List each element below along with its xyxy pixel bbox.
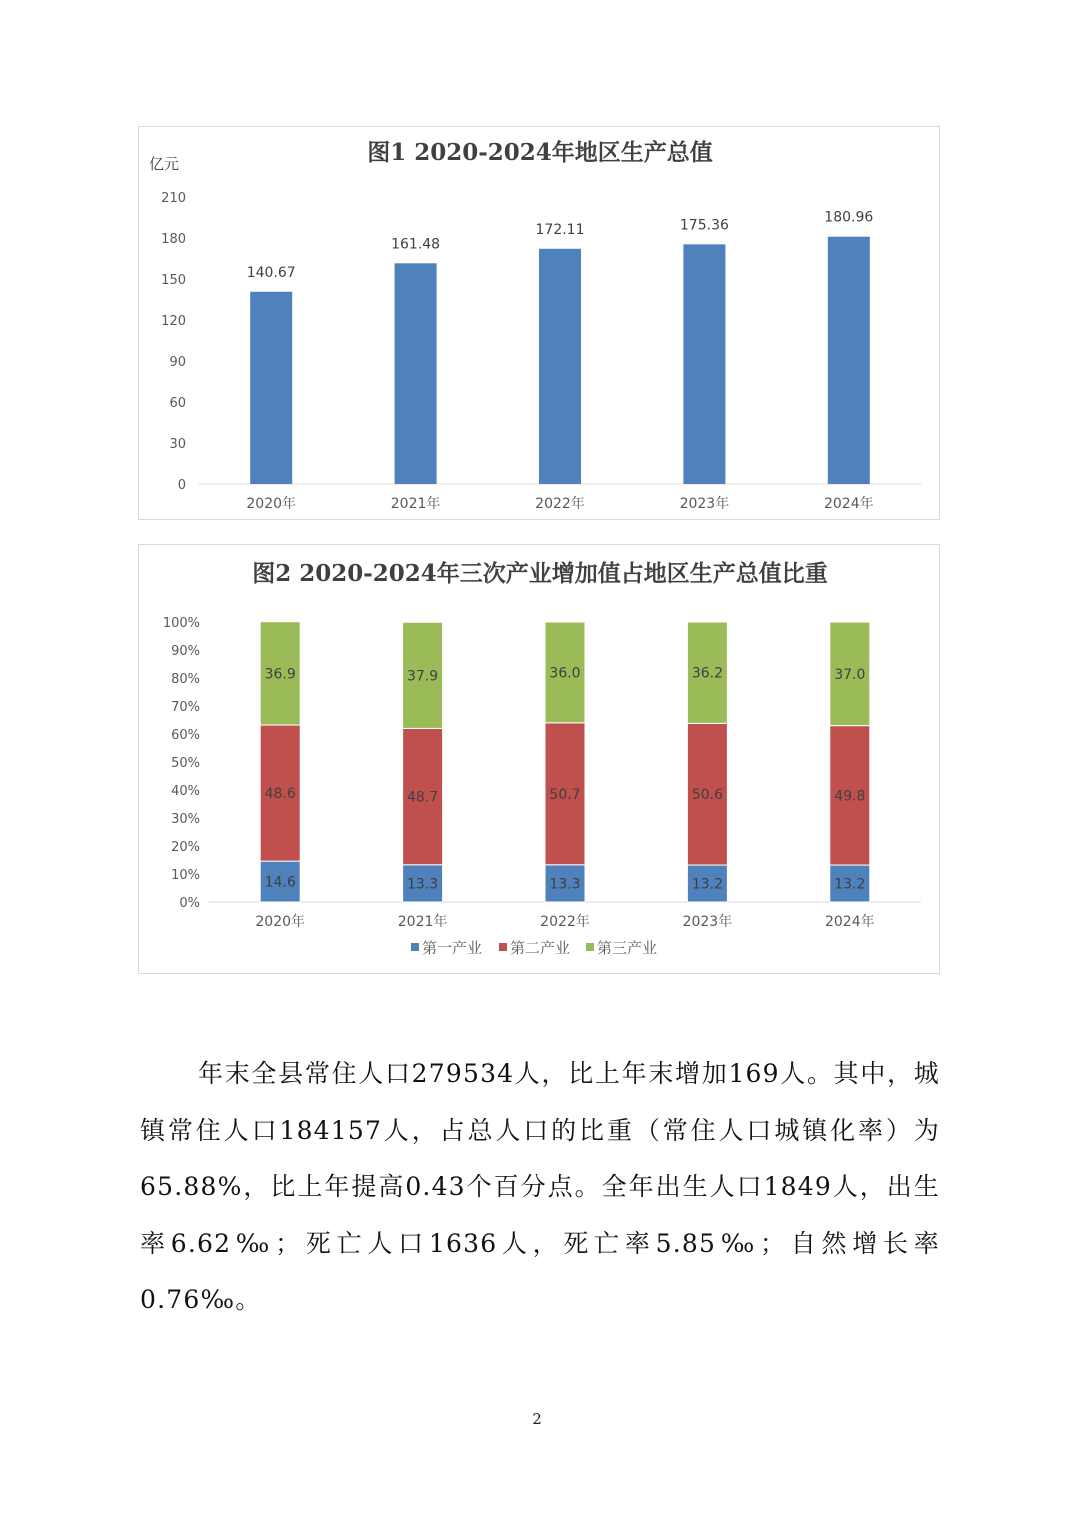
y-tick-label: 150 — [161, 273, 186, 288]
segment-data-label: 37.9 — [407, 668, 439, 685]
legend-swatch — [411, 943, 419, 951]
gdp-data-label: 161.48 — [391, 236, 441, 253]
y-tick-label: 120 — [161, 314, 186, 329]
y-tick-label: 210 — [161, 191, 186, 206]
gdp-data-label: 172.11 — [535, 221, 585, 238]
gdp-chart — [138, 126, 940, 520]
gdp-bar — [250, 292, 292, 484]
y-tick-label: 60% — [171, 728, 200, 743]
x-tick-label: 2022年 — [535, 496, 585, 512]
y-tick-label: 70% — [171, 700, 200, 715]
x-tick-label: 2020年 — [246, 496, 297, 512]
industry-share-chart — [138, 544, 940, 974]
y-tick-label: 50% — [171, 756, 200, 771]
segment-data-label: 36.2 — [691, 665, 723, 682]
y-tick-label: 40% — [171, 784, 200, 799]
industry-share-chart-svg — [139, 545, 941, 975]
y-tick-label: 60 — [169, 396, 186, 411]
segment-data-label: 13.3 — [407, 876, 439, 893]
gdp-data-label: 175.36 — [679, 217, 729, 234]
y-tick-label: 180 — [161, 232, 186, 247]
x-tick-label: 2024年 — [824, 914, 875, 930]
gdp-chart-svg — [139, 127, 941, 521]
y-tick-label: 80% — [171, 672, 200, 687]
y-tick-label: 0 — [177, 478, 186, 493]
x-tick-label: 2023年 — [682, 914, 733, 930]
segment-data-label: 50.6 — [691, 787, 723, 804]
legend-label: 第三产业 — [597, 939, 658, 957]
x-tick-label: 2021年 — [397, 914, 448, 930]
gdp-bar — [683, 244, 725, 484]
gdp-bar — [539, 249, 581, 484]
chart-title: 图1 2020-2024年地区生产总值 — [367, 139, 713, 166]
chart-title: 图2 2020-2024年三次产业增加值占地区生产总值比重 — [252, 560, 828, 587]
segment-data-label: 13.2 — [691, 876, 723, 893]
legend-label: 第二产业 — [510, 939, 571, 957]
legend-swatch — [586, 943, 594, 951]
segment-data-label: 48.6 — [264, 786, 296, 803]
y-tick-label: 30 — [169, 437, 186, 452]
legend-swatch — [499, 943, 507, 951]
gdp-data-label: 140.67 — [246, 264, 296, 281]
segment-data-label: 49.8 — [834, 788, 866, 805]
y-tick-label: 90% — [171, 644, 200, 659]
y-tick-label: 30% — [171, 812, 200, 827]
gdp-bar — [395, 263, 437, 484]
segment-data-label: 13.3 — [549, 876, 581, 893]
y-tick-label: 0% — [179, 896, 200, 911]
segment-data-label: 50.7 — [549, 786, 581, 803]
segment-data-label: 36.9 — [264, 666, 296, 683]
x-tick-label: 2021年 — [390, 496, 441, 512]
x-tick-label: 2024年 — [823, 496, 874, 512]
gdp-bar — [828, 237, 870, 484]
y-axis-unit-label: 亿元 — [149, 155, 180, 173]
population-paragraph: 年末全县常住人口279534人，比上年末增加169人。其中，城镇常住人口184157人，占总人口的比重（常住人口城镇化率）为65.88%，比上年提高0.43个百分点。全年出生人口1849人，出生率6.62‰；死亡人口1636人，死亡率5.85‰；自然增长率0.76‰。 — [140, 1059, 940, 1314]
y-tick-label: 100% — [162, 616, 200, 631]
segment-data-label: 37.0 — [834, 666, 866, 683]
y-tick-label: 90 — [169, 355, 186, 370]
y-tick-label: 20% — [171, 840, 200, 855]
segment-data-label: 36.0 — [549, 665, 581, 682]
legend-label: 第一产业 — [422, 939, 483, 957]
x-tick-label: 2020年 — [255, 914, 306, 930]
segment-data-label: 13.2 — [834, 876, 866, 893]
page-number: 2 — [532, 1410, 542, 1428]
x-tick-label: 2022年 — [540, 914, 590, 930]
x-tick-label: 2023年 — [679, 496, 730, 512]
segment-data-label: 14.6 — [264, 874, 296, 891]
gdp-data-label: 180.96 — [824, 209, 874, 226]
segment-data-label: 48.7 — [407, 789, 439, 806]
y-tick-label: 10% — [171, 868, 200, 883]
